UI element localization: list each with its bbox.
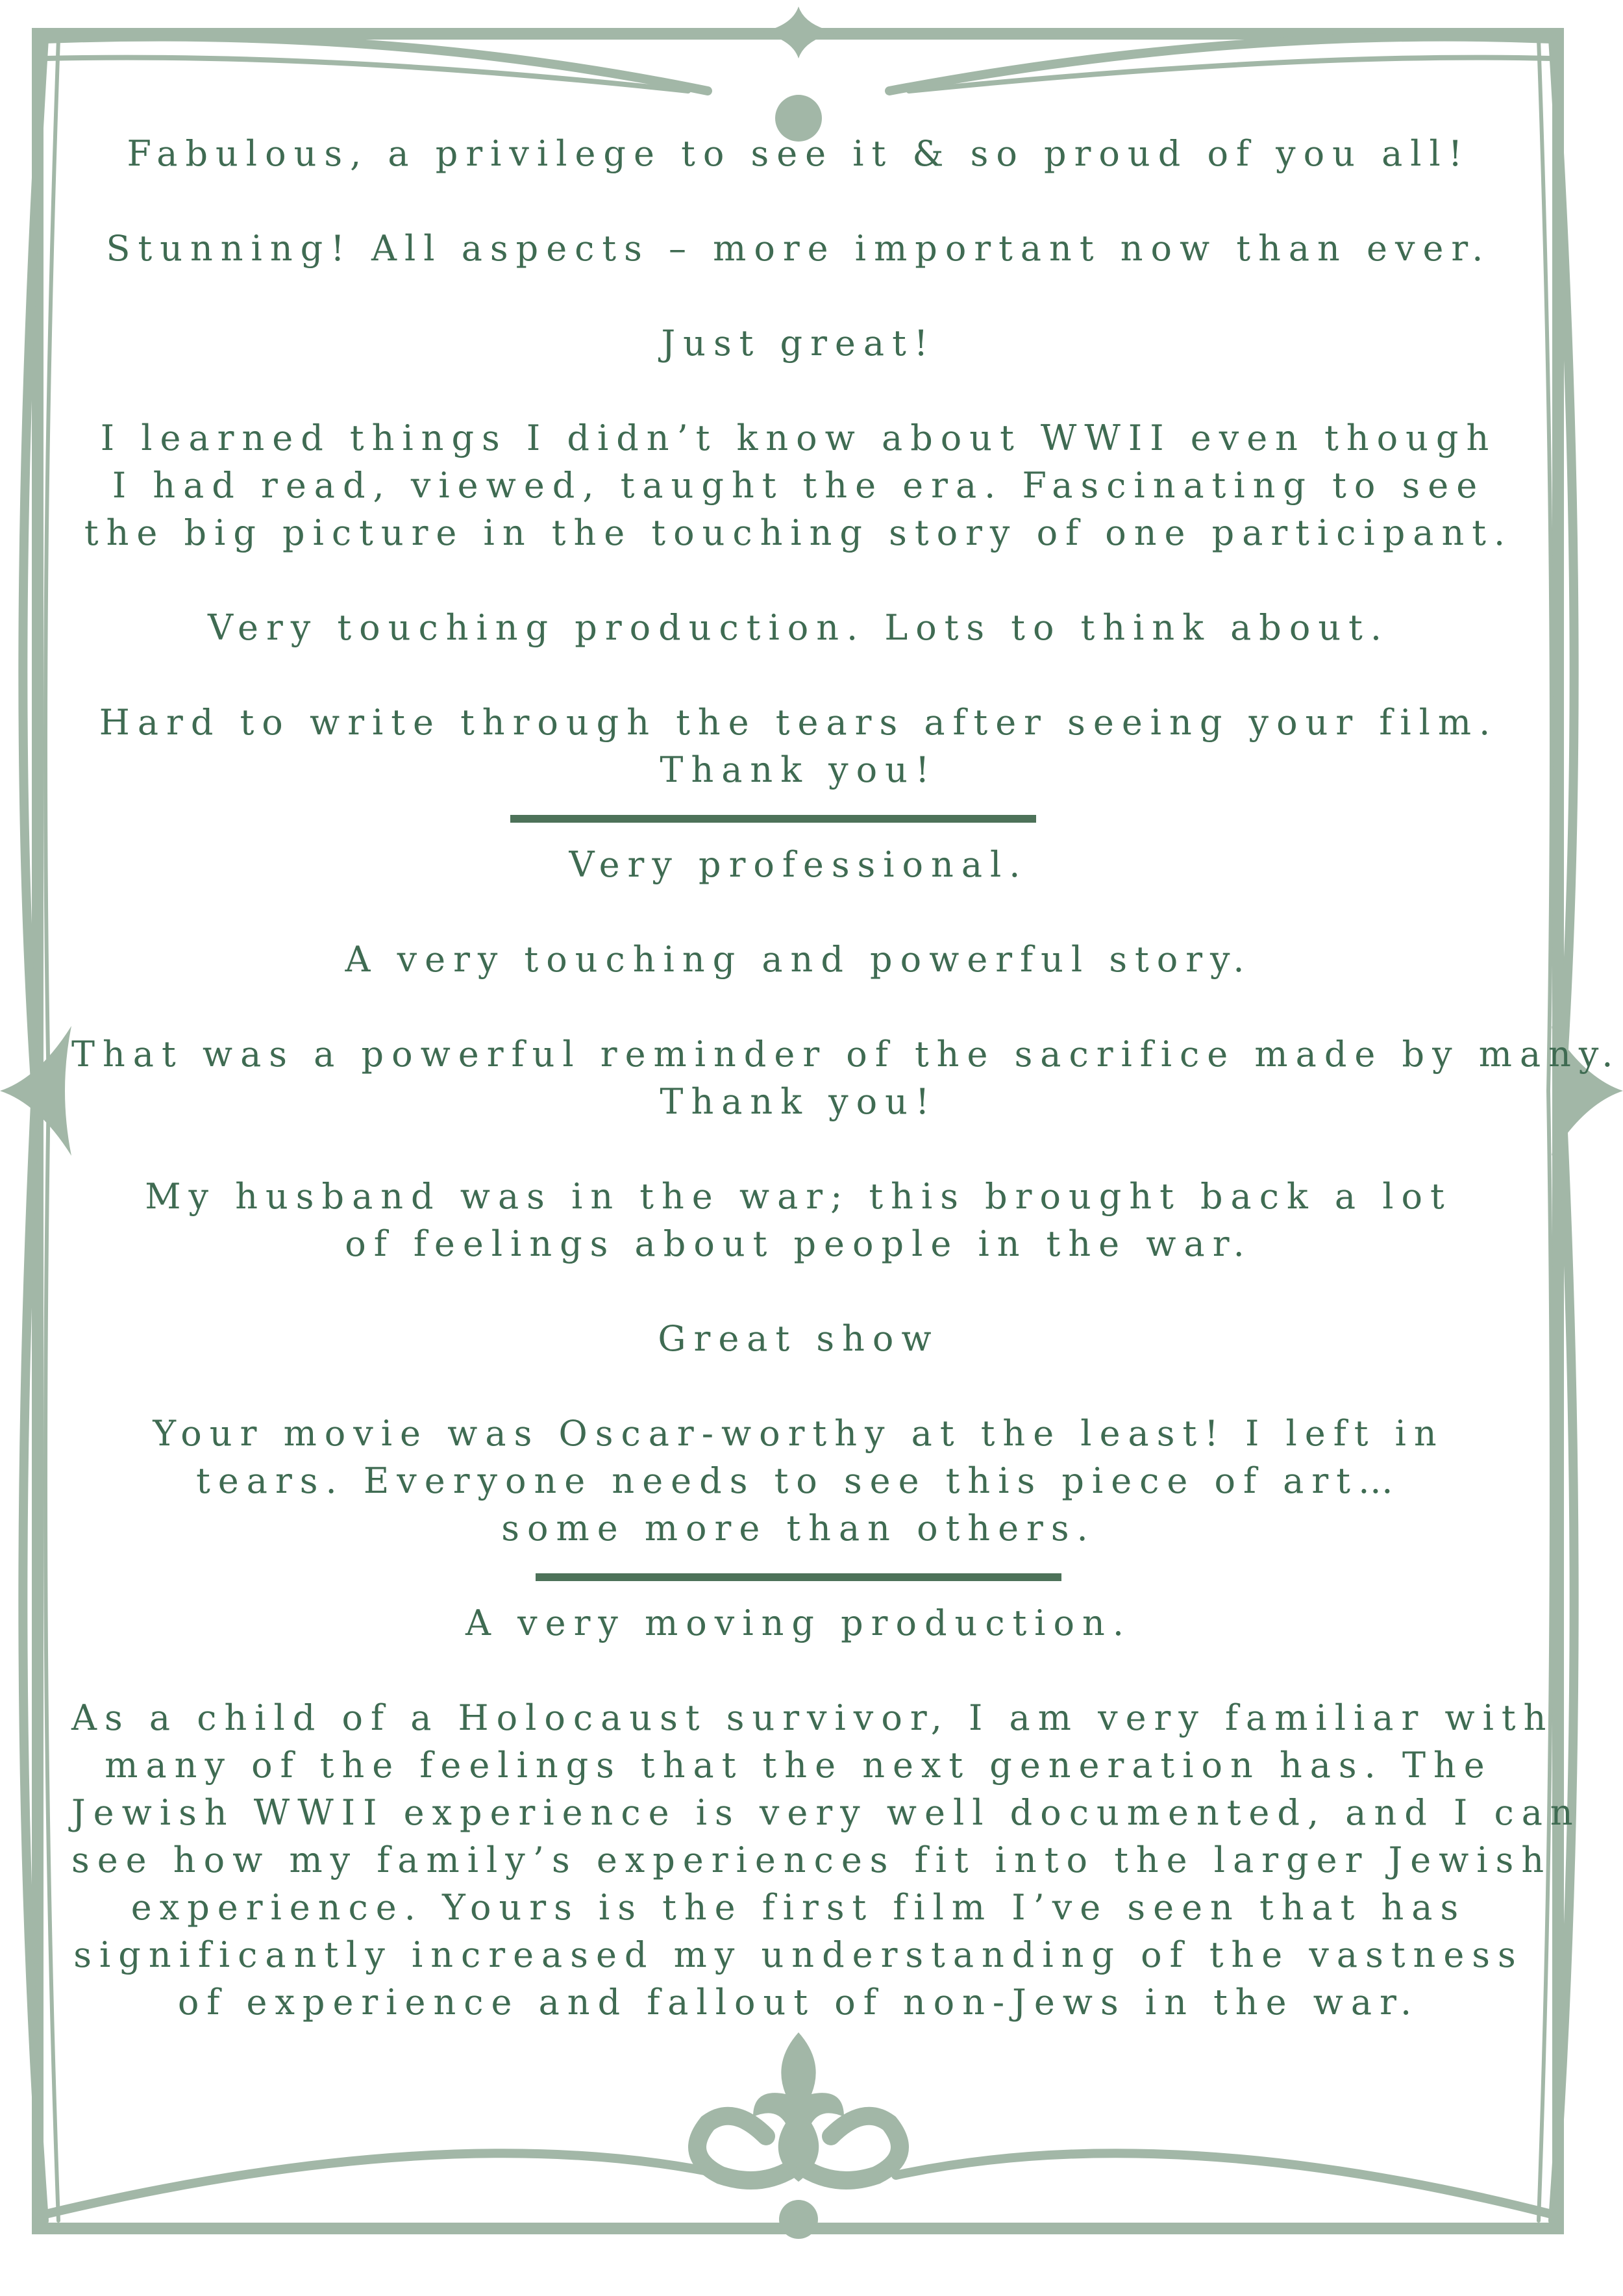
testimonial-quote: [71, 936, 1526, 983]
testimonial-quote: [71, 319, 1526, 367]
section-divider: [536, 1573, 1061, 1581]
testimonial-quote: [71, 1694, 1581, 2026]
quote-line: Thank you!: [660, 749, 937, 790]
quote-line: Thank you!: [660, 1081, 937, 1122]
testimonial-quote: [71, 225, 1526, 272]
quote-line: Jewish WWII experience is very well documented, and I can: [71, 1792, 1581, 1833]
testimonial-quote: [71, 1315, 1526, 1362]
quote-line: significantly increased my understanding of the vastness: [73, 1934, 1524, 1975]
testimonial-quote: [71, 604, 1526, 651]
quote-line: My husband was in the war; this brought back a lot: [145, 1176, 1452, 1217]
quote-line: some more than others.: [501, 1508, 1096, 1549]
quote-line: I had read, viewed, taught the era. Fascinating to see: [112, 465, 1485, 506]
quote-line: experience. Yours is the first film I’ve seen that has: [130, 1887, 1467, 1928]
testimonial-quote: [71, 130, 1526, 177]
testimonials: [71, 130, 1621, 2026]
testimonial-quote: [71, 1173, 1526, 1267]
quote-line: Fabulous, a privilege to see it & so proud of you all!: [127, 133, 1470, 174]
quote-line: Very professional.: [569, 844, 1028, 885]
quote-line: I learned things I didn’t know about WWII even though: [100, 418, 1497, 458]
testimonial-quote: [71, 1030, 1621, 1125]
testimonial-quote: [71, 841, 1526, 888]
section-divider: [510, 815, 1036, 823]
testimonial-quote: [71, 414, 1526, 556]
quote-line: That was a powerful reminder of the sacrifice made by many.: [71, 1034, 1621, 1075]
bottom-fleur-ornament: [753, 2032, 844, 2182]
quote-line: Hard to write through the tears after seeing your film.: [99, 702, 1498, 743]
quote-line: A very touching and powerful story.: [345, 939, 1252, 980]
testimonial-quote: [71, 699, 1526, 793]
quote-line: Your movie was Oscar-worthy at the least! I left in: [153, 1413, 1444, 1454]
quote-line: As a child of a Holocaust survivor, I am very familiar with: [71, 1697, 1554, 1738]
quote-line: Very touching production. Lots to think about.: [208, 607, 1389, 648]
quote-line: Great show: [658, 1318, 939, 1359]
bottom-dot: [779, 2200, 818, 2239]
top-ornament: [760, 6, 837, 58]
quote-line: see how my family’s experiences fit into the larger Jewish: [71, 1840, 1552, 1880]
quote-line: of feelings about people in the war.: [345, 1223, 1252, 1264]
quote-line: tears. Everyone needs to see this piece of art…: [196, 1460, 1401, 1501]
quote-line: Just great!: [661, 323, 936, 364]
quote-line: of experience and fallout of non-Jews in the war.: [177, 1982, 1420, 2023]
testimonial-quote: [71, 1599, 1526, 1647]
quote-line: the big picture in the touching story of one participant.: [84, 512, 1513, 553]
testimonial-quote: [71, 1410, 1526, 1552]
quote-line: Stunning! All aspects – more important now than ever.: [106, 228, 1491, 269]
quote-line: many of the feelings that the next generation has. The: [105, 1745, 1493, 1786]
quote-line: A very moving production.: [465, 1603, 1132, 1643]
